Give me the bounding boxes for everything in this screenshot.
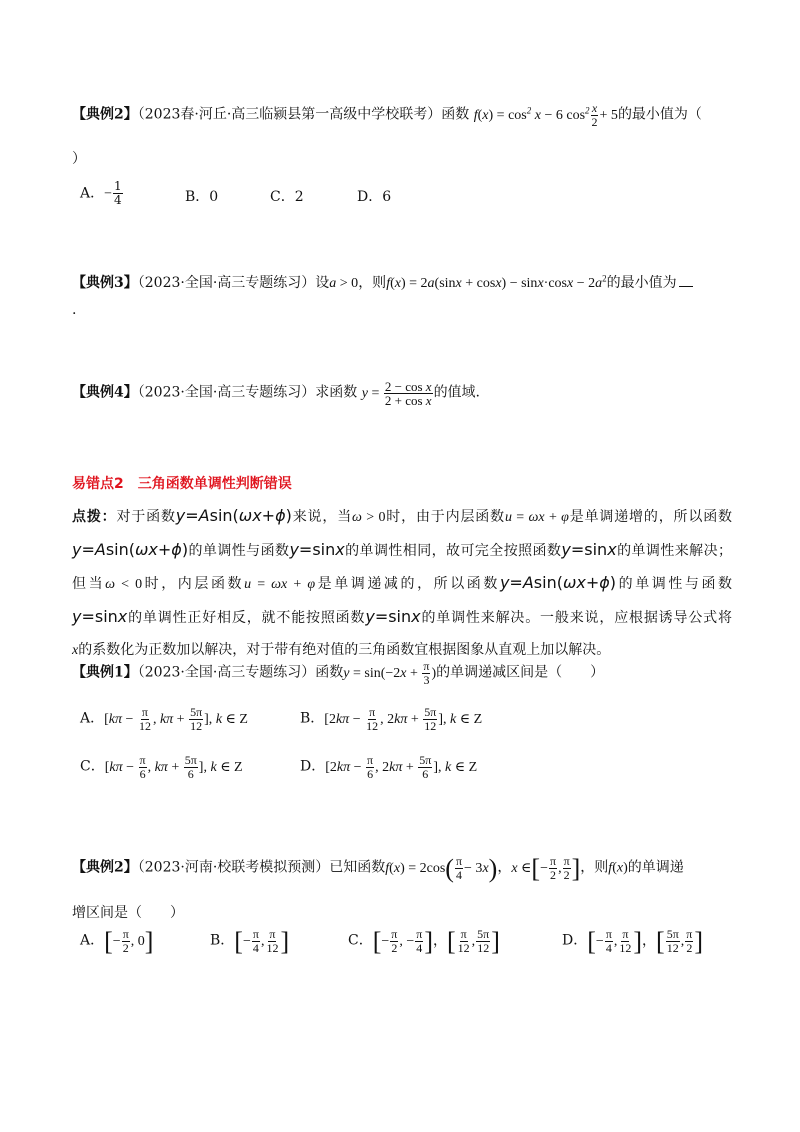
- q3-dot: .: [72, 302, 77, 318]
- q2b-fx: f(x): [608, 860, 628, 876]
- hint-line-5: x的系数化为正数加以解决，对于带有绝对值的三角函数宜根据图象从直观上加以解决。: [72, 642, 611, 658]
- q1b-option-a: A．[kπ − $\frac{\pi}{12}$ , kπ + $\frac{5\pi}{12}$ ], k ∈ Z: [80, 705, 248, 733]
- q2b-option-d: D．[− $\frac{\pi}{4}$ , $\frac{\pi}{12}$ ]，[ $\frac{5\pi}{12}$ , $\frac{\pi}{2}$ ]: [562, 926, 704, 956]
- q4-tag: 【典例4】: [72, 384, 138, 401]
- q2a-lead: 函数: [441, 106, 470, 123]
- q2b-lead: 已知函数: [329, 859, 386, 876]
- q3-stem: [72, 272, 693, 292]
- q3-source: （2023·全国·高三专题练习）: [137, 275, 316, 291]
- q3-tag: 【典例3】: [72, 275, 138, 291]
- q2a-tail: 的最小值为（: [617, 106, 702, 123]
- q1b-formula: y = sin(−2x + $\frac{\pi}{3}$ ): [343, 659, 437, 687]
- q2a-option-c: C．2: [270, 189, 304, 205]
- q4-source: （2023·全国·高三专题练习）: [137, 384, 316, 401]
- q1b-lead: 函数: [315, 664, 344, 681]
- q2a-option-d: D．6: [357, 189, 392, 205]
- q2b-formula: f(x) = 2cos( $\frac{\pi}{4}$ − 3x): [385, 853, 498, 883]
- q1b-option-c: C．[kπ − $\frac{\pi}{6}$ , kπ + $\frac{5\pi}{6}$ ], k ∈ Z: [80, 753, 243, 781]
- section-title: 易错点2 三角函数单调性判断错误: [72, 476, 292, 492]
- q2a-source: （2023春·河丘·高三临颍县第一高级中学校联考）: [137, 106, 442, 123]
- q2b-option-c: C．[− $\frac{\pi}{2}$ , − $\frac{\pi}{4}$ ]，[ $\frac{\pi}{12}$ , $\frac{5\pi}{12}$ ]: [348, 926, 500, 956]
- q2a-formula: $f(x) = \cos^2 x - 6$ $\cos^2$ $\frac{x}{2}$ + 5: [473, 101, 618, 129]
- q2b-line2: 增区间是（ ）: [72, 905, 184, 921]
- q1b-option-b: B．[2kπ − $\frac{\pi}{12}$ , 2kπ + $\frac{5\pi}{12}$ ], k ∈ Z: [300, 705, 483, 733]
- q2a-close: ）: [72, 151, 86, 167]
- q2a-tag: 【典例2】: [72, 106, 138, 123]
- q4-formula: y = $\frac{\text{2 − cos x}}{\text{2 + cos x}}$: [361, 379, 432, 408]
- q1b-tail: 的单调递减区间是（ ）: [436, 664, 605, 681]
- q3-condition: a > 0: [329, 276, 359, 291]
- q4-tail: 的值域.: [433, 384, 481, 401]
- q1b-source: （2023·全国·高三专题练习）: [137, 664, 316, 681]
- hint-line-4: y=sinx的单调性正好相反，就不能按照函数y=sinx的单调性来解决。一般来说，应根据诱导公式将: [72, 607, 732, 626]
- hint-paragraph: [72, 500, 732, 667]
- q2b-source: （2023·河南·校联考模拟预测）: [137, 859, 330, 876]
- q2a-option-b: B．0: [185, 189, 219, 205]
- q3-text2: ，则: [358, 275, 387, 291]
- q2b-stem: [72, 855, 684, 882]
- q2b-option-a: A．[− $\frac{\pi}{2}$ , 0]: [80, 926, 154, 956]
- answer-blank: [679, 285, 693, 287]
- q4-stem: [72, 380, 480, 407]
- hint-line-3: 但当ω < 0时，内层函数u = ωx + φ是单调递减的，所以函数y=Asin(ωx+ϕ)的单调性与函数: [72, 573, 733, 592]
- q1b-tag: 【典例1】: [72, 664, 138, 681]
- q1b-option-d: D．[2kπ − $\frac{\pi}{6}$ , 2kπ + $\frac{5\pi}{6}$ ], k ∈ Z: [300, 753, 478, 781]
- q3-formula: $f(x) = 2a(\sin x + \cos x) - \sin x\cdot\cos x - 2a^2$: [386, 273, 607, 291]
- q3-text1: 设: [315, 275, 330, 291]
- q3-tail: 的最小值为: [606, 275, 677, 291]
- hint-line-1: 点拨：对于函数y=Asin(ωx+ϕ)来说，当ω > 0时，由于内层函数u = ωx + φ是单调递增的，所以函数: [72, 506, 733, 525]
- q1b-stem: [72, 660, 604, 687]
- q2b-option-b: B．[− $\frac{\pi}{4}$ , $\frac{\pi}{12}$ ]: [210, 926, 290, 956]
- q2b-then: ，则: [580, 859, 609, 876]
- q2b-domain: x ∈[− $\frac{\pi}{2}$ , $\frac{\pi}{2}$ ]: [511, 853, 581, 883]
- q2b-comma: ，: [497, 859, 512, 876]
- hint-line-2: y=Asin(ωx+ϕ)的单调性与函数y=sinx的单调性相同，故可完全按照函数y=sinx的单调性来解决；: [72, 540, 732, 559]
- q2b-tag: 【典例2】: [72, 859, 138, 876]
- q4-lead: 求函数: [315, 384, 358, 401]
- q2a-stem: [72, 102, 702, 129]
- q2b-tail: 的单调递: [627, 859, 684, 876]
- q2a-option-a: A．− $\frac{1}{4}$: [80, 179, 122, 207]
